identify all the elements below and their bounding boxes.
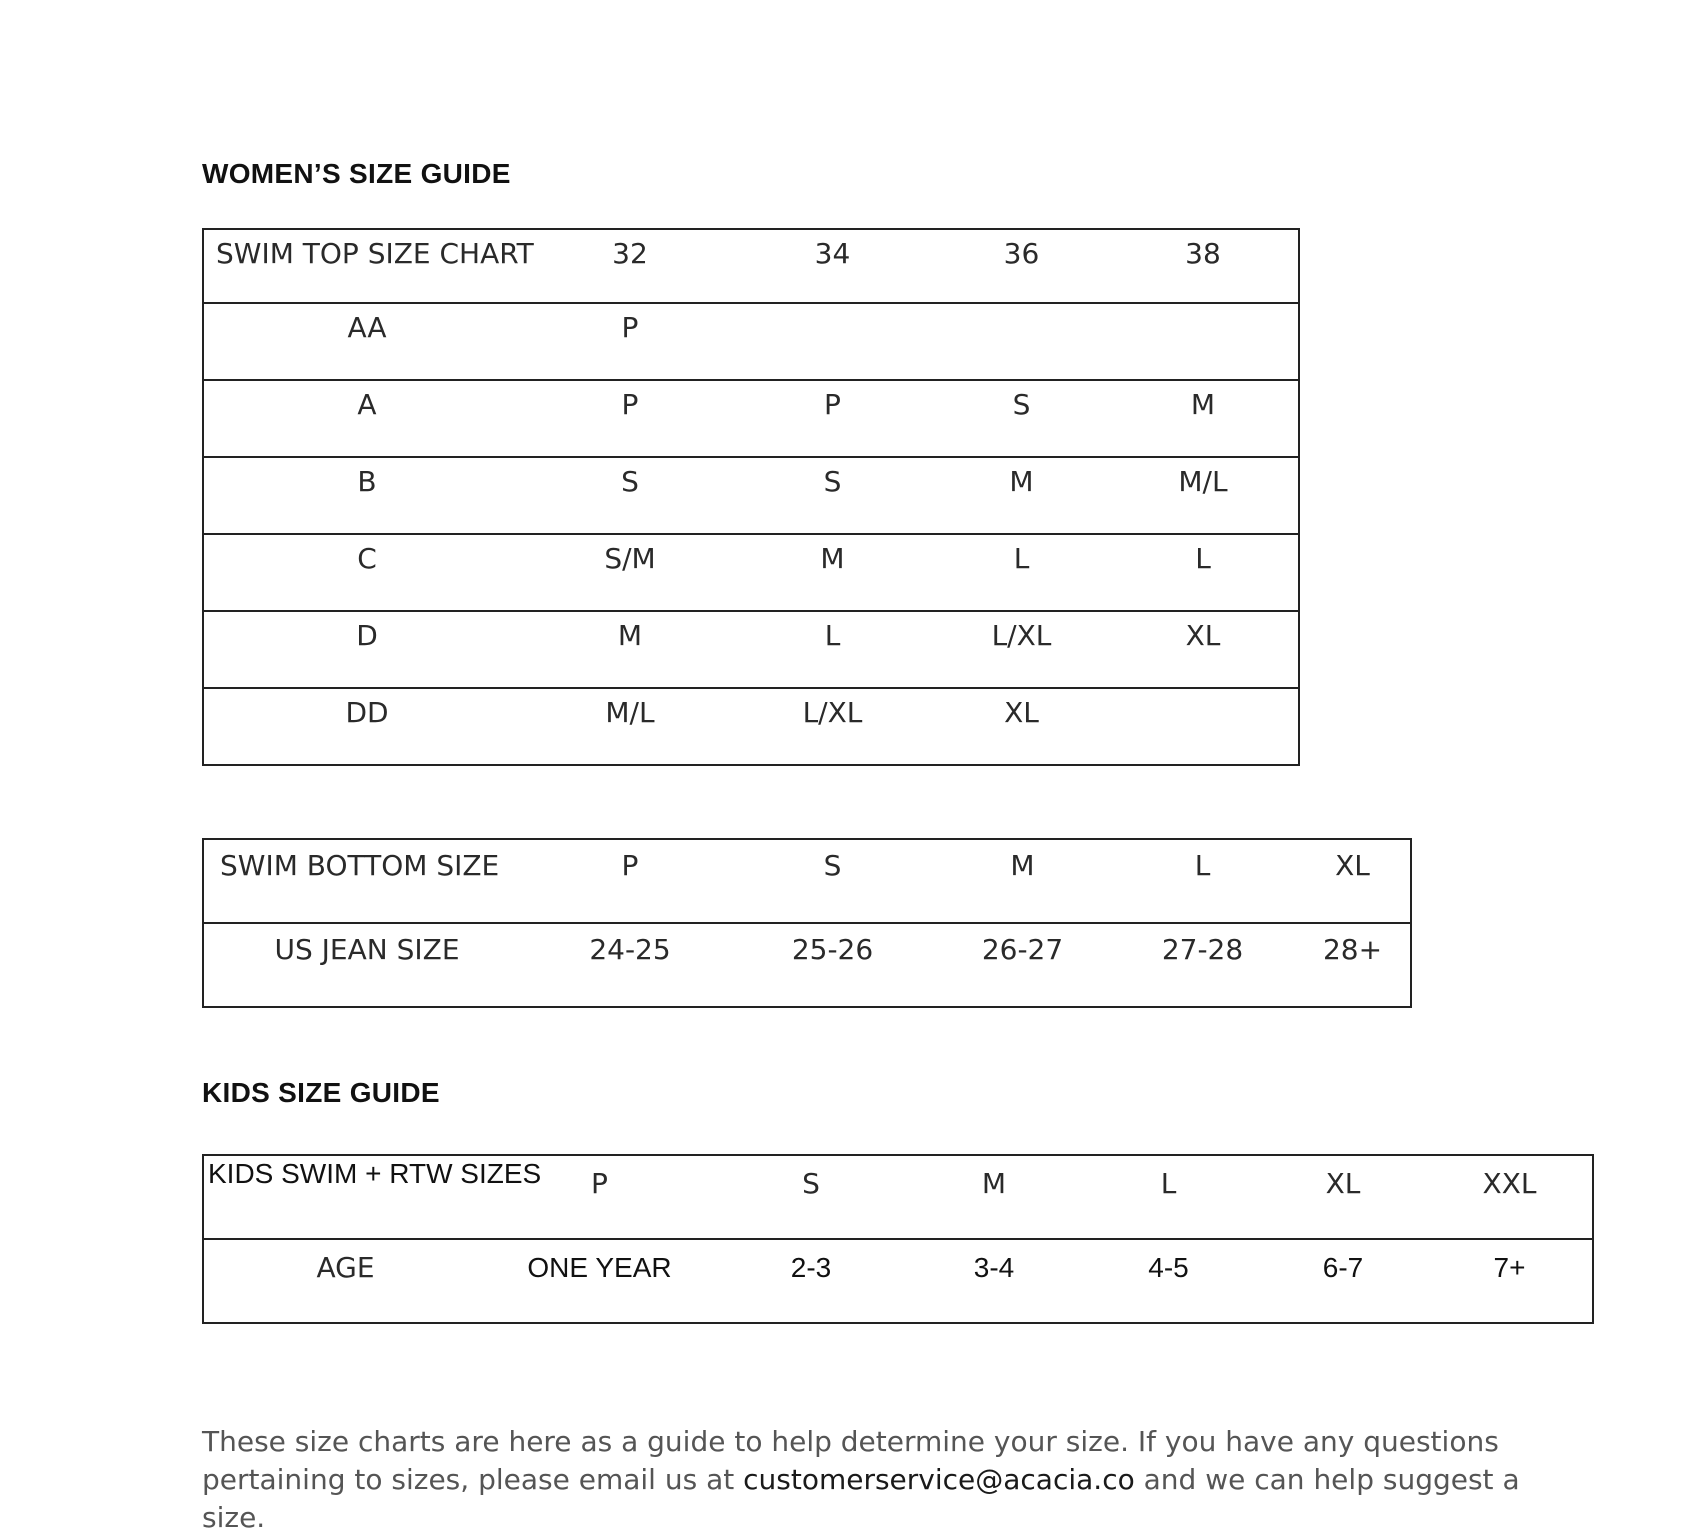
table-cell: M bbox=[530, 611, 730, 688]
header-cell: 38 bbox=[1185, 237, 1221, 270]
table-header-row bbox=[203, 1155, 1593, 1239]
table-cell bbox=[935, 303, 1108, 380]
header-cell: S bbox=[802, 1167, 820, 1200]
header-cell: XL bbox=[1325, 1167, 1361, 1200]
table-cell: L bbox=[1108, 534, 1299, 611]
header-cell: XL bbox=[1335, 849, 1370, 882]
table-row bbox=[203, 1239, 1593, 1323]
header-cell: KIDS SWIM + RTW SIZES bbox=[208, 1158, 542, 1189]
table-cell: P bbox=[730, 380, 935, 457]
table-cell: L/XL bbox=[935, 611, 1108, 688]
table-cell: M/L bbox=[1108, 457, 1299, 534]
table-cell: M bbox=[730, 534, 935, 611]
table-cell: L bbox=[935, 534, 1108, 611]
table-cell: AGE bbox=[203, 1239, 487, 1323]
table-cell: M bbox=[1108, 380, 1299, 457]
header-cell: 34 bbox=[814, 237, 851, 270]
table-cell: 2-3 bbox=[712, 1239, 910, 1323]
header-cell: M bbox=[981, 1167, 1007, 1200]
table-cell: 7+ bbox=[1427, 1239, 1593, 1323]
table-cell: 3-4 bbox=[910, 1239, 1078, 1323]
table-row bbox=[203, 380, 1299, 457]
table-cell: AA bbox=[203, 303, 530, 380]
header-cell: P bbox=[621, 849, 639, 882]
table-cell: C bbox=[203, 534, 530, 611]
table-row bbox=[203, 534, 1299, 611]
table-cell: ONE YEAR bbox=[487, 1239, 712, 1323]
table-cell: P bbox=[530, 303, 730, 380]
table-row bbox=[203, 923, 1411, 1007]
table-cell: L bbox=[730, 611, 935, 688]
table-row bbox=[203, 457, 1299, 534]
header-cell: S bbox=[823, 849, 842, 882]
header-cell: XXL bbox=[1482, 1167, 1537, 1200]
table-header-row bbox=[203, 229, 1299, 303]
header-cell: M bbox=[1010, 849, 1035, 882]
table-cell bbox=[730, 303, 935, 380]
header-cell: SWIM TOP SIZE CHART bbox=[216, 237, 534, 270]
table-cell: 25-26 bbox=[730, 923, 935, 1007]
table-cell: P bbox=[530, 380, 730, 457]
header-cell: SWIM BOTTOM SIZE bbox=[220, 849, 500, 882]
table-cell: 27-28 bbox=[1110, 923, 1295, 1007]
table-cell: US JEAN SIZE bbox=[203, 923, 530, 1007]
table-cell: S/M bbox=[530, 534, 730, 611]
table-cell bbox=[1108, 688, 1299, 765]
womens-size-guide-heading: WOMEN’S SIZE GUIDE bbox=[202, 158, 511, 189]
header-cell: L bbox=[1194, 849, 1211, 882]
table-cell: 28+ bbox=[1295, 923, 1411, 1007]
table-row bbox=[203, 611, 1299, 688]
header-cell: 36 bbox=[1003, 237, 1040, 270]
table-header-row bbox=[203, 839, 1411, 923]
customer-service-email-link[interactable]: customerservice@acacia.co bbox=[743, 1463, 1135, 1496]
table-cell: S bbox=[530, 457, 730, 534]
header-cell: 32 bbox=[612, 237, 648, 270]
table-row bbox=[203, 688, 1299, 765]
table-cell: M bbox=[935, 457, 1108, 534]
header-cell: L bbox=[1160, 1167, 1177, 1200]
swim-bottom-size-table bbox=[202, 838, 1412, 1008]
header-cell: P bbox=[591, 1167, 608, 1200]
table-cell: A bbox=[203, 380, 530, 457]
swim-top-size-table bbox=[202, 228, 1300, 766]
table-cell: 24-25 bbox=[530, 923, 730, 1007]
table-cell: 6-7 bbox=[1259, 1239, 1427, 1323]
kids-size-table bbox=[202, 1154, 1594, 1324]
kids-size-guide-heading: KIDS SIZE GUIDE bbox=[202, 1077, 440, 1108]
size-guide-note: These size charts are here as a guide to help determine your size. If you have any questions pertaining to sizes, please email us at customerservice@acacia.co and we can help suggest a size. bbox=[202, 1425, 1520, 1534]
table-cell bbox=[1108, 303, 1299, 380]
table-cell: D bbox=[203, 611, 530, 688]
table-cell: XL bbox=[935, 688, 1108, 765]
table-cell: M/L bbox=[530, 688, 730, 765]
table-row bbox=[203, 303, 1299, 380]
table-cell: S bbox=[935, 380, 1108, 457]
table-cell: 26-27 bbox=[935, 923, 1110, 1007]
table-cell: S bbox=[730, 457, 935, 534]
table-cell: DD bbox=[203, 688, 530, 765]
table-cell: XL bbox=[1108, 611, 1299, 688]
table-cell: 4-5 bbox=[1078, 1239, 1259, 1323]
table-cell: L/XL bbox=[730, 688, 935, 765]
table-cell: B bbox=[203, 457, 530, 534]
